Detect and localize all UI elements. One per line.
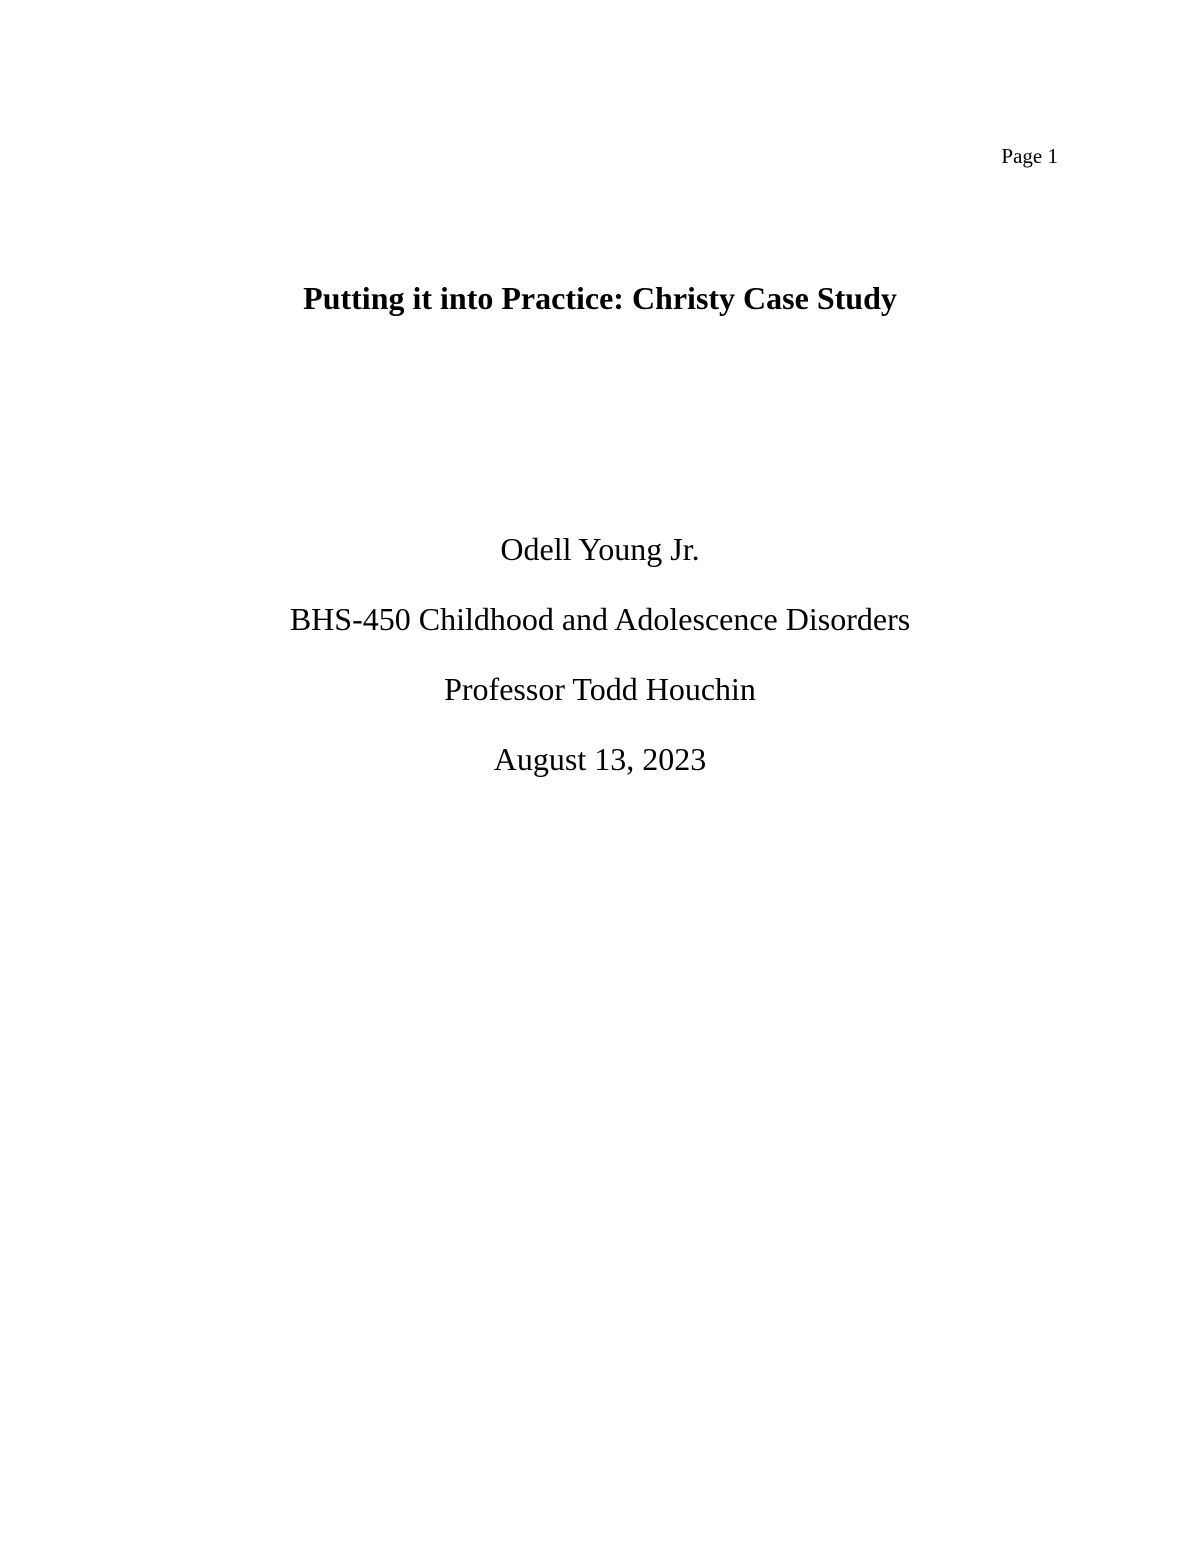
paper-title: Putting it into Practice: Christy Case Study	[303, 280, 897, 316]
title-page-info	[0, 514, 1200, 794]
page-number: Page 1	[1001, 144, 1058, 168]
submission-date: August 13, 2023	[493, 741, 707, 777]
course-name: BHS-450 Childhood and Adolescence Disorders	[289, 601, 911, 637]
instructor-name: Professor Todd Houchin	[444, 671, 756, 707]
author-name: Odell Young Jr.	[500, 531, 700, 567]
